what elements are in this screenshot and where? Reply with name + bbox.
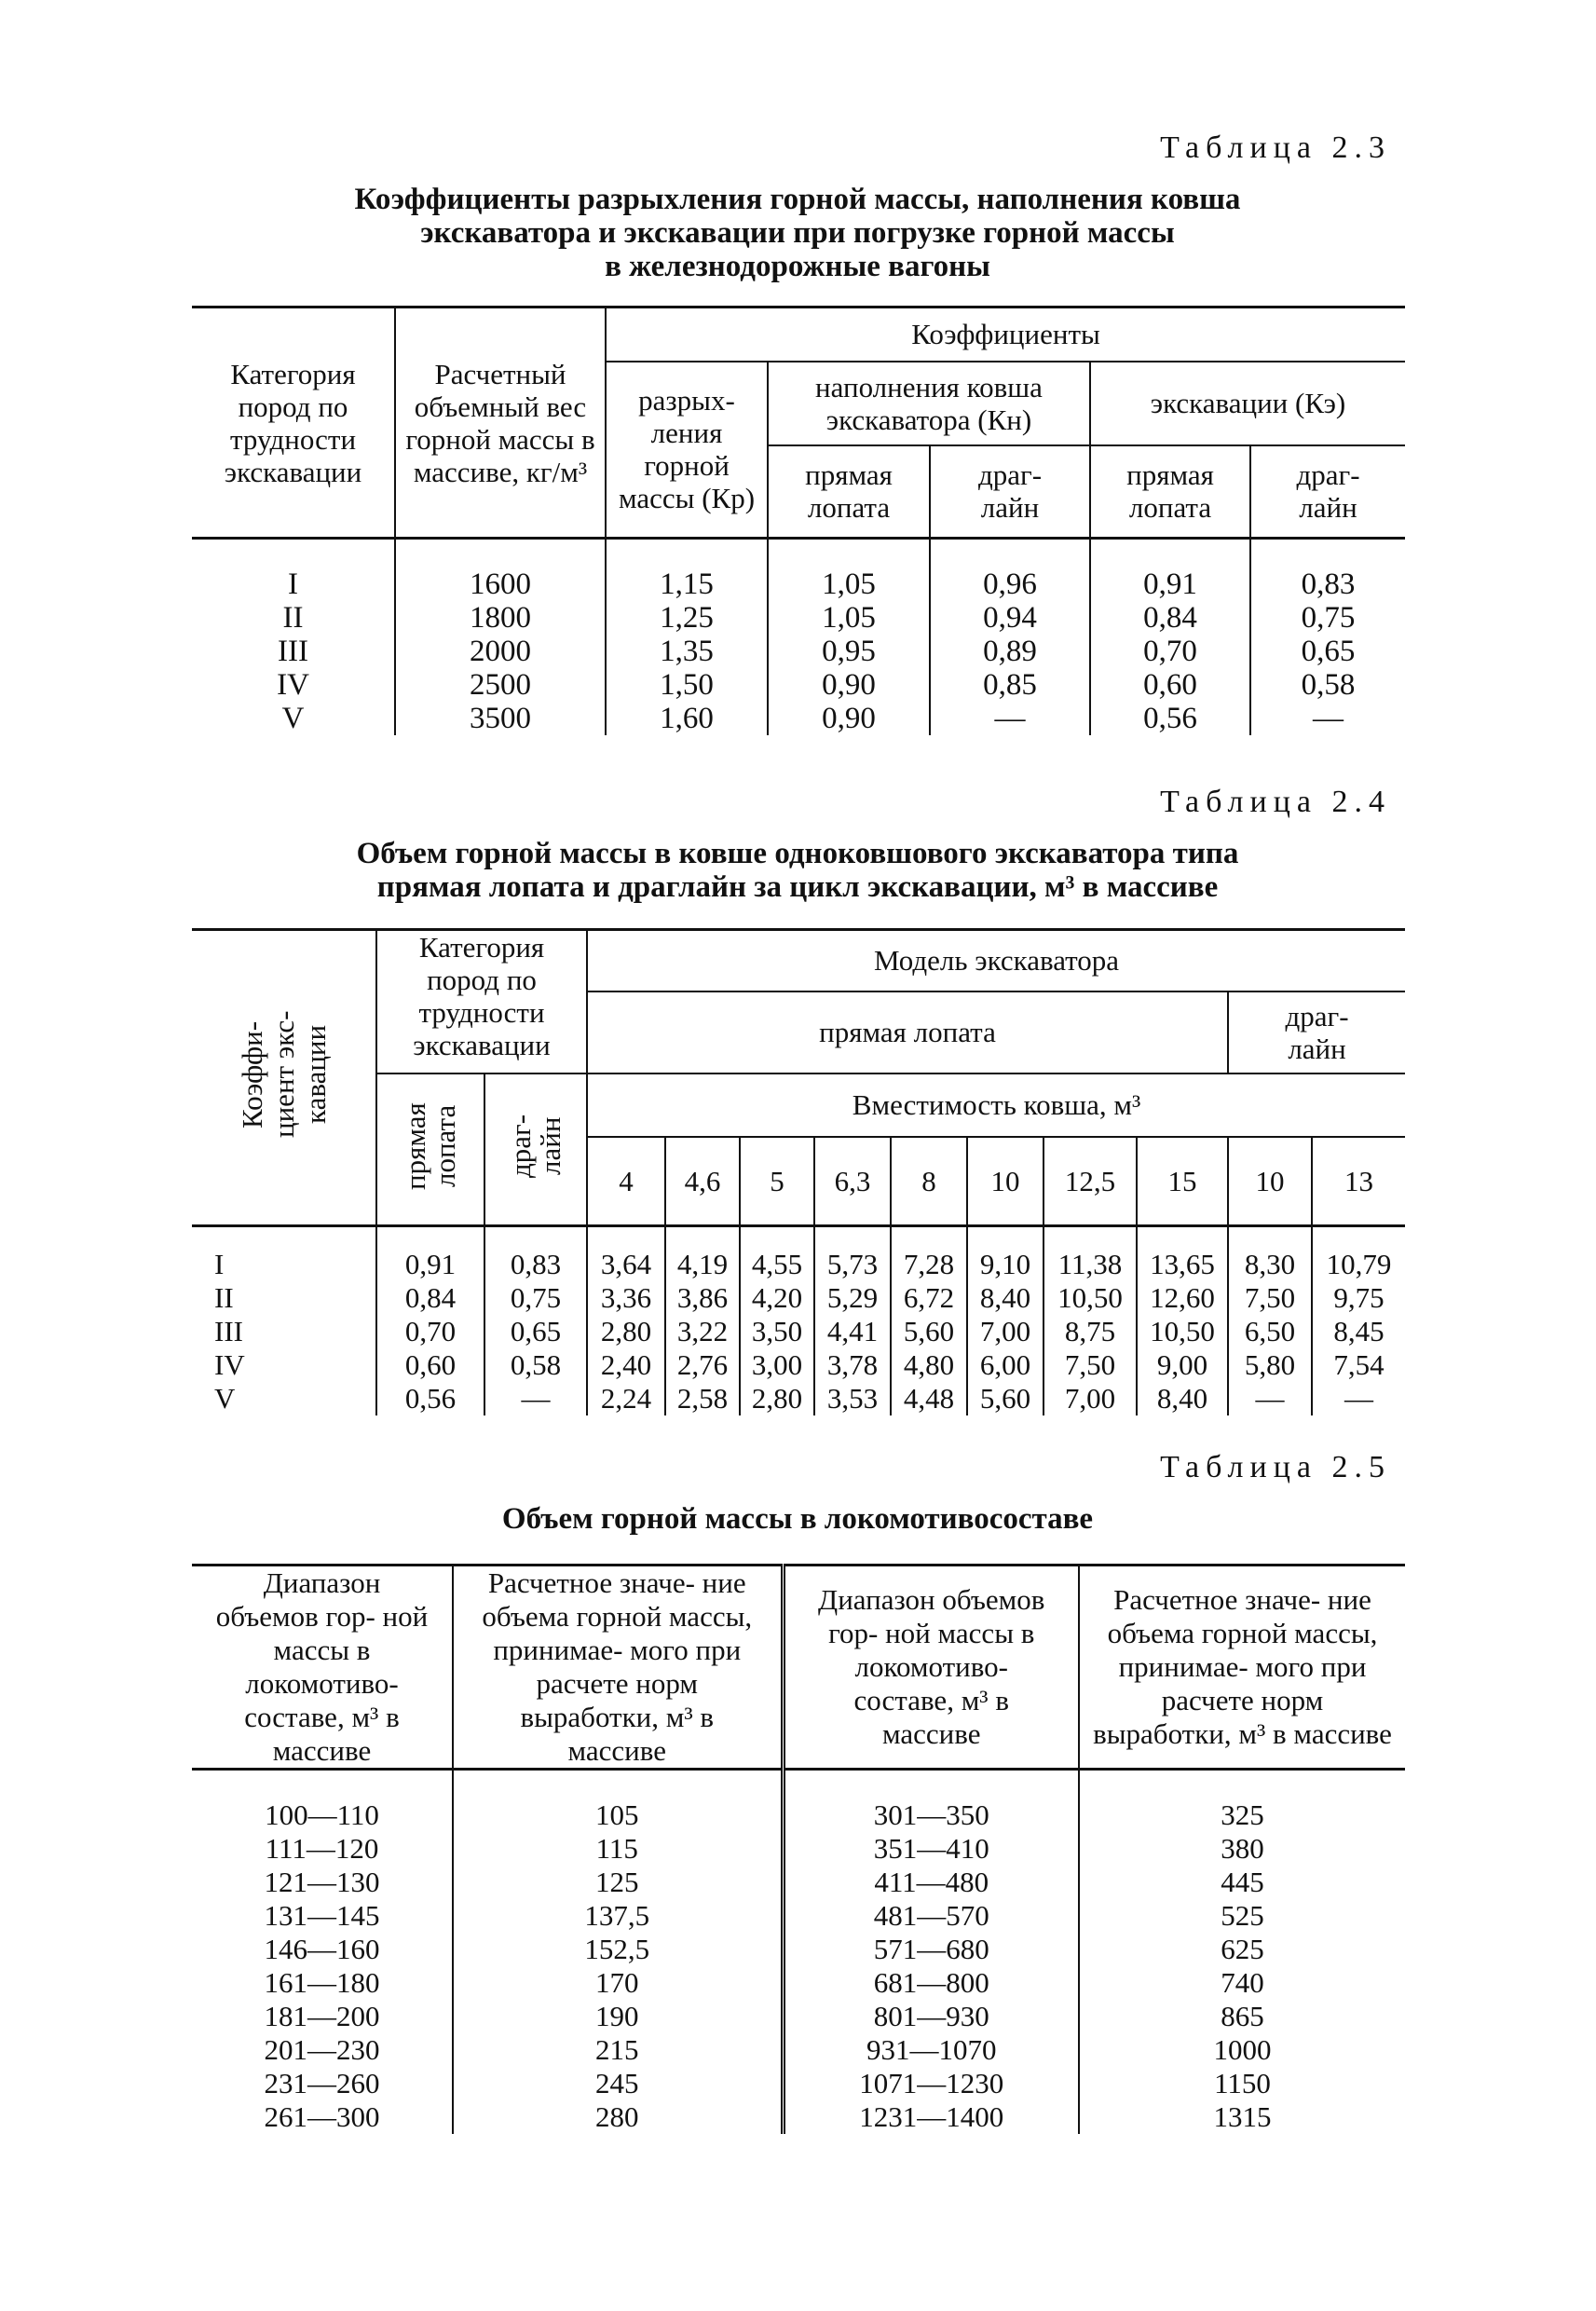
cell: 261—300 xyxy=(264,2100,380,2133)
cell: 13,65 xyxy=(1137,1226,1228,1282)
title-line: экскаватора и экскавации при погрузке горной массы xyxy=(420,216,1175,250)
cell: 8,30 xyxy=(1228,1226,1312,1282)
cell: 3,22 xyxy=(665,1315,740,1348)
cell: IV xyxy=(214,1348,245,1381)
cell: 121—130 xyxy=(264,1866,380,1898)
cell: 1315 xyxy=(1079,2100,1405,2134)
header-category: Категория пород по трудности экскавации xyxy=(192,308,395,539)
cell: 6,50 xyxy=(1228,1315,1312,1348)
cell: 11,38 xyxy=(1044,1226,1137,1282)
cell: 9,00 xyxy=(1137,1348,1228,1382)
cell: 4,55 xyxy=(740,1226,814,1282)
title-line: Коэффициенты разрыхления горной массы, наполнения ковша xyxy=(354,183,1241,216)
table-row xyxy=(192,1348,1405,1382)
cell: 4,48 xyxy=(891,1382,967,1415)
table-row xyxy=(192,2100,1405,2134)
cell: 7,00 xyxy=(1044,1382,1137,1415)
cell: 625 xyxy=(1079,1933,1405,1966)
cell: 2,76 xyxy=(665,1348,740,1382)
header-loosening: разрых- ления горной массы (Кр) xyxy=(606,362,768,539)
cell: — xyxy=(1312,1382,1405,1415)
cell: 0,60 xyxy=(376,1348,484,1382)
cell: 481—570 xyxy=(783,1899,1079,1933)
cell: V xyxy=(281,702,305,735)
table-row xyxy=(192,1382,1405,1415)
cell: IV xyxy=(277,668,309,702)
cell: 0,85 xyxy=(930,668,1090,702)
header-weight: Расчетный объемный вес горной массы в массиве, кг/м³ xyxy=(395,308,606,539)
cell: 8,40 xyxy=(1137,1382,1228,1415)
cell: 3500 xyxy=(395,702,606,735)
cell: 231—260 xyxy=(264,2067,380,2099)
header-capacity-value: 10 xyxy=(967,1137,1044,1226)
header-capacity-value: 5 xyxy=(740,1137,814,1226)
cell: 8,45 xyxy=(1312,1315,1405,1348)
header-cat-shovel-text: прямая лопата xyxy=(399,1101,461,1190)
cell: — xyxy=(1228,1382,1312,1415)
cell: 10,50 xyxy=(1044,1281,1137,1315)
cell: 0,56 xyxy=(1090,702,1250,735)
cell: 2,40 xyxy=(587,1348,665,1382)
cell: 2,58 xyxy=(665,1382,740,1415)
cell: 0,84 xyxy=(1090,601,1250,635)
cell: 301—350 xyxy=(783,1770,1079,1833)
cell: 4,80 xyxy=(891,1348,967,1382)
title-line: в железнодорожные вагоны xyxy=(605,250,990,283)
cell: 0,83 xyxy=(1250,539,1405,602)
cell: 181—200 xyxy=(264,2000,380,2032)
cell: 445 xyxy=(1079,1866,1405,1899)
cell: 215 xyxy=(453,2033,783,2067)
table-2-3-title xyxy=(192,183,1403,283)
table-row xyxy=(192,668,1405,702)
cell: 5,29 xyxy=(814,1281,891,1315)
cell: 525 xyxy=(1079,1899,1405,1933)
cell: 10,50 xyxy=(1137,1315,1228,1348)
cell: 411—480 xyxy=(783,1866,1079,1899)
cell: 7,50 xyxy=(1228,1281,1312,1315)
header-capacity-value: 13 xyxy=(1312,1137,1405,1226)
cell: 801—930 xyxy=(783,2000,1079,2033)
cell: 3,50 xyxy=(740,1315,814,1348)
header-range: Диапазон объемов гор- ной массы в локомотиво- составе, м³ в массиве xyxy=(783,1566,1079,1770)
cell: 2000 xyxy=(395,635,606,668)
cell: 4,20 xyxy=(740,1281,814,1315)
header-value: Расчетное значе- ние объема горной массы, принимае- мого при расчете норм выработки, м³ в массиве xyxy=(1079,1566,1405,1770)
header-shovel: прямая лопата xyxy=(587,991,1228,1073)
table-row xyxy=(192,702,1405,735)
header-capacity: Вместимость ковша, м³ xyxy=(587,1073,1405,1137)
header-fill-shovel: прямая лопата xyxy=(768,445,930,539)
cell: 9,75 xyxy=(1312,1281,1405,1315)
header-exc-dragline: драг- лайн xyxy=(1250,445,1405,539)
header-value: Расчетное значе- ние объема горной массы, принимае- мого при расчете норм выработки, м³ в массиве xyxy=(453,1566,783,1770)
table-row xyxy=(192,1770,1405,1833)
table-2-4 xyxy=(192,928,1405,1415)
cell: 865 xyxy=(1079,2000,1405,2033)
cell: 0,96 xyxy=(930,539,1090,602)
cell: 1150 xyxy=(1079,2067,1405,2100)
cell: 2,24 xyxy=(587,1382,665,1415)
header-coef xyxy=(192,930,376,1226)
header-fill-dragline: драг- лайн xyxy=(930,445,1090,539)
header-capacity-value: 4,6 xyxy=(665,1137,740,1226)
cell: 0,90 xyxy=(768,702,930,735)
cell: 3,00 xyxy=(740,1348,814,1382)
cell: 3,64 xyxy=(587,1226,665,1282)
cell: 1071—1230 xyxy=(783,2067,1079,2100)
cell: 0,89 xyxy=(930,635,1090,668)
header-category: Категория пород по трудности экскавации xyxy=(376,930,587,1073)
cell: 125 xyxy=(453,1866,783,1899)
cell: 0,60 xyxy=(1090,668,1250,702)
header-dragline: драг- лайн xyxy=(1228,991,1405,1073)
cell: 8,75 xyxy=(1044,1315,1137,1348)
cell: 152,5 xyxy=(453,1933,783,1966)
table-row xyxy=(192,2033,1405,2067)
cell: 1,60 xyxy=(606,702,768,735)
header-cat-shovel xyxy=(376,1073,484,1226)
table-row xyxy=(192,539,1405,602)
cell: 6,72 xyxy=(891,1281,967,1315)
cell: — xyxy=(484,1382,587,1415)
cell: 137,5 xyxy=(453,1899,783,1933)
header-cat-dragline xyxy=(484,1073,587,1226)
cell: 0,75 xyxy=(1250,601,1405,635)
table-row xyxy=(192,2067,1405,2100)
cell: 105 xyxy=(453,1770,783,1833)
header-exc-shovel: прямая лопата xyxy=(1090,445,1250,539)
cell: 7,54 xyxy=(1312,1348,1405,1382)
cell: 146—160 xyxy=(264,1933,380,1965)
cell: 0,58 xyxy=(1250,668,1405,702)
table-row xyxy=(192,2000,1405,2033)
header-range: Диапазон объемов гор- ной массы в локомотиво- составе, м³ в массиве xyxy=(192,1566,453,1770)
table-2-5-label: Таблица 2.5 xyxy=(1160,1450,1391,1484)
table-row xyxy=(192,1933,1405,1966)
cell: 931—1070 xyxy=(783,2033,1079,2067)
cell: 280 xyxy=(453,2100,783,2134)
cell: 115 xyxy=(453,1832,783,1866)
cell: 2500 xyxy=(395,668,606,702)
cell: 5,80 xyxy=(1228,1348,1312,1382)
header-coefficients: Коэффициенты xyxy=(606,308,1405,362)
table-2-3-label: Таблица 2.3 xyxy=(1160,130,1391,165)
header-fill: наполнения ковша экскаватора (Кн) xyxy=(768,362,1090,445)
header-capacity-value: 6,3 xyxy=(814,1137,891,1226)
cell: 201—230 xyxy=(264,2033,380,2066)
cell: 2,80 xyxy=(740,1382,814,1415)
cell: 1,15 xyxy=(606,539,768,602)
table-row xyxy=(192,1281,1405,1315)
cell: I xyxy=(288,567,298,601)
header-capacity-value: 10 xyxy=(1228,1137,1312,1226)
cell: 0,70 xyxy=(376,1315,484,1348)
table-2-3 xyxy=(192,306,1405,735)
cell: 0,94 xyxy=(930,601,1090,635)
cell: 0,84 xyxy=(376,1281,484,1315)
cell: 3,36 xyxy=(587,1281,665,1315)
cell: 2,80 xyxy=(587,1315,665,1348)
cell: III xyxy=(278,635,308,668)
cell: 740 xyxy=(1079,1966,1405,2000)
cell: 3,78 xyxy=(814,1348,891,1382)
cell: 0,75 xyxy=(484,1281,587,1315)
cell: 0,65 xyxy=(484,1315,587,1348)
cell: 0,65 xyxy=(1250,635,1405,668)
cell: 1231—1400 xyxy=(783,2100,1079,2134)
cell: 1,25 xyxy=(606,601,768,635)
cell: 0,91 xyxy=(1090,539,1250,602)
cell: 7,50 xyxy=(1044,1348,1137,1382)
cell: 0,90 xyxy=(768,668,930,702)
cell: 5,60 xyxy=(891,1315,967,1348)
cell: 4,41 xyxy=(814,1315,891,1348)
cell: III xyxy=(214,1315,243,1347)
table-2-5-title xyxy=(192,1502,1403,1536)
cell: 1,50 xyxy=(606,668,768,702)
cell: 0,58 xyxy=(484,1348,587,1382)
cell: 1,35 xyxy=(606,635,768,668)
cell: — xyxy=(930,702,1090,735)
cell: 9,10 xyxy=(967,1226,1044,1282)
table-row xyxy=(192,1966,1405,2000)
cell: 5,60 xyxy=(967,1382,1044,1415)
cell: 571—680 xyxy=(783,1933,1079,1966)
cell: 7,00 xyxy=(967,1315,1044,1348)
title-line: прямая лопата и драглайн за цикл экскавации, м³ в массиве xyxy=(376,870,1219,904)
cell: 245 xyxy=(453,2067,783,2100)
cell: — xyxy=(1250,702,1405,735)
table-row xyxy=(192,1832,1405,1866)
header-coef-text: Коэффи- циент экс- кавации xyxy=(235,1010,332,1139)
cell: 131—145 xyxy=(264,1899,380,1932)
header-model: Модель экскаватора xyxy=(587,930,1405,991)
cell: 681—800 xyxy=(783,1966,1079,2000)
header-capacity-value: 8 xyxy=(891,1137,967,1226)
cell: 100—110 xyxy=(265,1798,379,1831)
cell: 1,05 xyxy=(768,539,930,602)
cell: 3,86 xyxy=(665,1281,740,1315)
cell: 1600 xyxy=(395,539,606,602)
header-capacity-value: 4 xyxy=(587,1137,665,1226)
cell: 8,40 xyxy=(967,1281,1044,1315)
cell: 1800 xyxy=(395,601,606,635)
cell: 1,05 xyxy=(768,601,930,635)
cell: 190 xyxy=(453,2000,783,2033)
table-row xyxy=(192,635,1405,668)
cell: 0,70 xyxy=(1090,635,1250,668)
title-line: Объем горной массы в локомотивосоставе xyxy=(501,1502,1094,1536)
cell: 170 xyxy=(453,1966,783,2000)
cell: 0,56 xyxy=(376,1382,484,1415)
title-line: Объем горной массы в ковше одноковшового экскаватора типа xyxy=(356,837,1239,870)
cell: 1000 xyxy=(1079,2033,1405,2067)
cell: 351—410 xyxy=(783,1832,1079,1866)
cell: V xyxy=(214,1382,236,1415)
table-2-4-label: Таблица 2.4 xyxy=(1160,785,1391,819)
cell: II xyxy=(282,601,304,635)
cell: I xyxy=(214,1248,225,1280)
cell: 0,91 xyxy=(376,1226,484,1282)
table-2-4-title xyxy=(192,837,1403,904)
table-row xyxy=(192,1899,1405,1933)
cell: 5,73 xyxy=(814,1226,891,1282)
table-row xyxy=(192,601,1405,635)
cell: 111—120 xyxy=(265,1832,379,1865)
header-cat-dragline-text: драг- лайн xyxy=(504,1114,566,1178)
table-row xyxy=(192,1866,1405,1899)
cell: 7,28 xyxy=(891,1226,967,1282)
table-row xyxy=(192,1315,1405,1348)
cell: 0,83 xyxy=(484,1226,587,1282)
cell: 12,60 xyxy=(1137,1281,1228,1315)
table-row xyxy=(192,1226,1405,1282)
cell: 4,19 xyxy=(665,1226,740,1282)
header-excavation: экскавации (Кэ) xyxy=(1090,362,1405,445)
cell: 380 xyxy=(1079,1832,1405,1866)
cell: II xyxy=(214,1281,234,1314)
cell: 3,53 xyxy=(814,1382,891,1415)
cell: 0,95 xyxy=(768,635,930,668)
header-capacity-value: 15 xyxy=(1137,1137,1228,1226)
cell: 6,00 xyxy=(967,1348,1044,1382)
cell: 10,79 xyxy=(1312,1226,1405,1282)
table-2-5 xyxy=(192,1564,1405,2134)
cell: 325 xyxy=(1079,1770,1405,1833)
cell: 161—180 xyxy=(264,1966,380,1999)
header-capacity-value: 12,5 xyxy=(1044,1137,1137,1226)
